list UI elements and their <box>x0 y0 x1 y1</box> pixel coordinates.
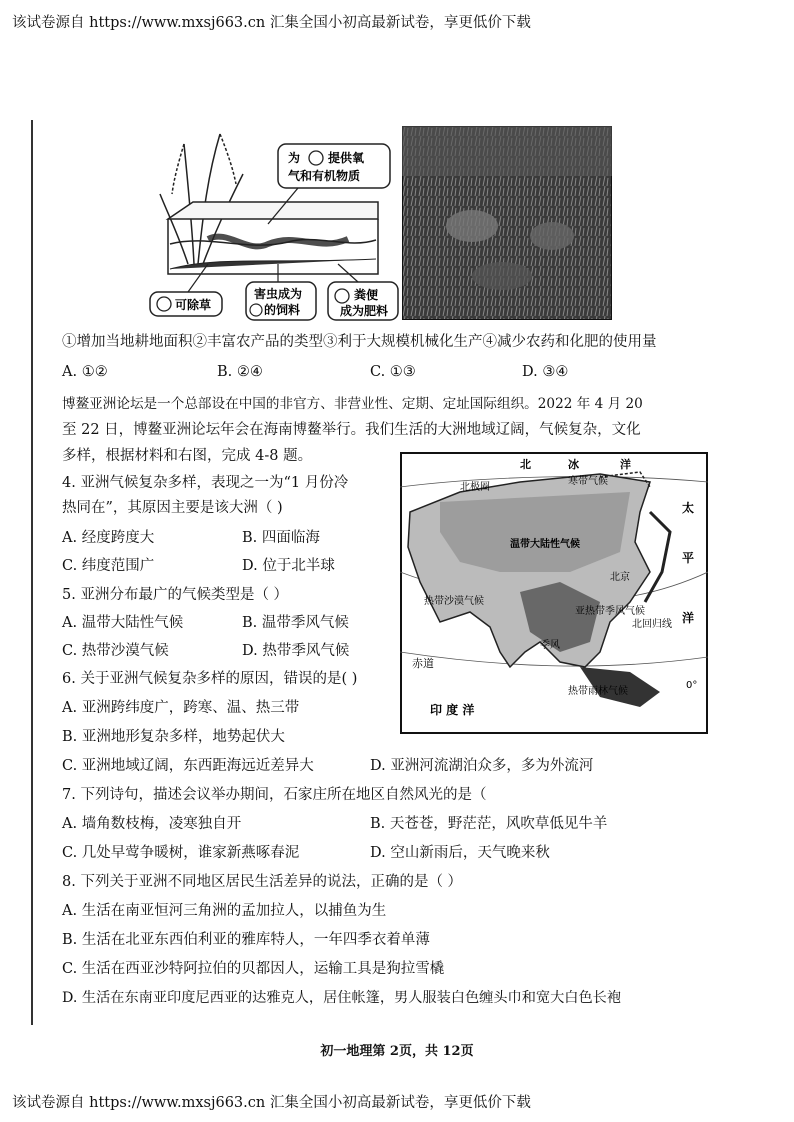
map-label-ocean: 洋 <box>620 458 631 471</box>
q5-option-b: B. 温带季风气候 <box>242 615 349 631</box>
map-label-equator: 赤道 <box>412 657 434 670</box>
q4-stem-2: 热同在”，其原因主要是该大洲（ ) <box>62 500 283 516</box>
map-label-tropic-cancer: 北回归线 <box>632 619 672 630</box>
label-manure-line2: 成为肥料 <box>340 304 389 318</box>
q4-option-a: A. 经度跨度大 <box>62 530 155 546</box>
map-label-tai: 太 <box>682 501 695 515</box>
q5-option-a: A. 温带大陆性气候 <box>62 615 184 631</box>
label-pest-line2: 的饲料 <box>264 303 301 317</box>
map-label-beijing: 北京 <box>610 572 630 583</box>
q7-stem: 7. 下列诗句，描述会议举办期间，石家庄所在地区自然风光的是（ <box>62 787 487 803</box>
map-label-indian-ocean: 印 度 洋 <box>430 703 475 717</box>
rice-field-photo <box>402 126 612 320</box>
asia-climate-map <box>400 452 708 734</box>
q8-option-d: D. 生活在东南亚印度尼西亚的达雅克人，居住帐篷，男人服装白色缠头巾和宽大白色长袍 <box>62 990 622 1006</box>
q8-option-b: B. 生活在北亚东西伯利亚的雅库特人，一年四季衣着单薄 <box>62 932 430 948</box>
q6-option-c: C. 亚洲地域辽阔，东西距海远近差异大 <box>62 758 314 774</box>
map-label-subtropical: 亚热带季风气候 <box>575 606 645 617</box>
q8-stem: 8. 下列关于亚洲不同地区居民生活差异的说法，正确的是（ ） <box>62 874 463 890</box>
source-banner-bottom: 该试卷源自 https://www.mxsj663.cn 汇集全国小初高最新试卷，享更低价下载 <box>12 1095 531 1111</box>
map-label-north: 北 <box>520 458 531 471</box>
q7-option-b: B. 天苍苍，野茫茫，风吹草低见牛羊 <box>370 816 608 832</box>
q6-option-d: D. 亚洲河流湖泊众多，多为外流河 <box>370 758 594 774</box>
label-weed: 可除草 <box>175 298 212 312</box>
q3-option-a: A. ①② <box>62 364 108 380</box>
q5-option-c: C. 热带沙漠气候 <box>62 643 169 659</box>
q8-option-c: C. 生活在西亚沙特阿拉伯的贝都因人，运输工具是狗拉雪橇 <box>62 961 445 977</box>
q4-option-d: D. 位于北半球 <box>242 558 335 574</box>
q7-option-c: C. 几处早莺争暖树，谁家新燕啄春泥 <box>62 845 300 861</box>
q6-option-b: B. 亚洲地形复杂多样，地势起伏大 <box>62 729 285 745</box>
q3-option-d: D. ③④ <box>522 364 569 380</box>
q8-option-a: A. 生活在南亚恒河三角洲的孟加拉人，以捕鱼为生 <box>62 903 387 919</box>
q7-option-a: A. 墙角数枝梅，凌寒独自开 <box>62 816 242 832</box>
map-label-ping: 平 <box>682 551 695 565</box>
q3-option-b: B. ②④ <box>217 364 263 380</box>
map-label-rainforest: 热带雨林气候 <box>568 686 628 697</box>
map-label-arctic-circle: 北极圈 <box>460 482 490 493</box>
label-pest-line1: 害虫成为 <box>254 287 303 301</box>
q5-option-d: D. 热带季风气候 <box>242 643 350 659</box>
map-label-monsoon: 季风 <box>540 640 560 651</box>
q4-option-c: C. 纬度范围广 <box>62 558 155 574</box>
intro-line-2: 至 22 日，博鳌亚洲论坛年会在海南博鳌举行。我们生活的大洲地域辽阔，气候复杂，文化 <box>62 422 641 438</box>
map-label-ice: 冰 <box>568 458 579 471</box>
q3-statements: ①增加当地耕地面积②丰富农产品的类型③利于大规模机械化生产④减少农药和化肥的使用量 <box>62 334 657 350</box>
q7-option-d: D. 空山新雨后，天气晚来秋 <box>370 845 550 861</box>
intro-line-1: 博鳌亚洲论坛是一个总部设在中国的非官方、非营业性、定期、定址国际组织。2022 年 4 月 20 <box>62 396 643 412</box>
map-label-tundra: 寒带气候 <box>568 476 608 487</box>
map-label-temperate-continental: 温带大陆性气候 <box>510 539 580 550</box>
callout-oxygen-line1: 为 <box>288 151 301 165</box>
q4-option-b: B. 四面临海 <box>242 530 320 546</box>
page-footer: 初一地理第 2页，共 12页 <box>320 1044 474 1059</box>
q4-stem-1: 4. 亚洲气候复杂多样，表现之一为“1 月份冷 <box>62 475 349 491</box>
map-label-yang: 洋 <box>682 611 695 625</box>
margin-rule <box>31 120 33 1025</box>
map-label-desert: 热带沙漠气候 <box>424 596 484 607</box>
intro-line-3: 多样，根据材料和右图，完成 4-8 题。 <box>62 448 313 464</box>
source-banner-top: 该试卷源自 https://www.mxsj663.cn 汇集全国小初高最新试卷，享更低价下载 <box>12 15 531 31</box>
q3-option-c: C. ①③ <box>370 364 416 380</box>
q6-stem: 6. 关于亚洲气候复杂多样的原因，错误的是( ) <box>62 671 358 687</box>
q6-option-a: A. 亚洲跨纬度广，跨寒、温、热三带 <box>62 700 300 716</box>
rice-plant-illustration <box>160 134 243 264</box>
q5-stem: 5. 亚洲分布最广的气候类型是（ ） <box>62 587 289 603</box>
callout-oxygen-line2: 气和有机物质 <box>288 169 361 183</box>
callout-oxygen-line1b: 提供氧 <box>328 151 365 165</box>
label-manure-line1: 粪便 <box>354 288 379 302</box>
map-label-zero-degree: 0° <box>686 680 698 691</box>
rice-duck-diagram <box>148 124 400 324</box>
